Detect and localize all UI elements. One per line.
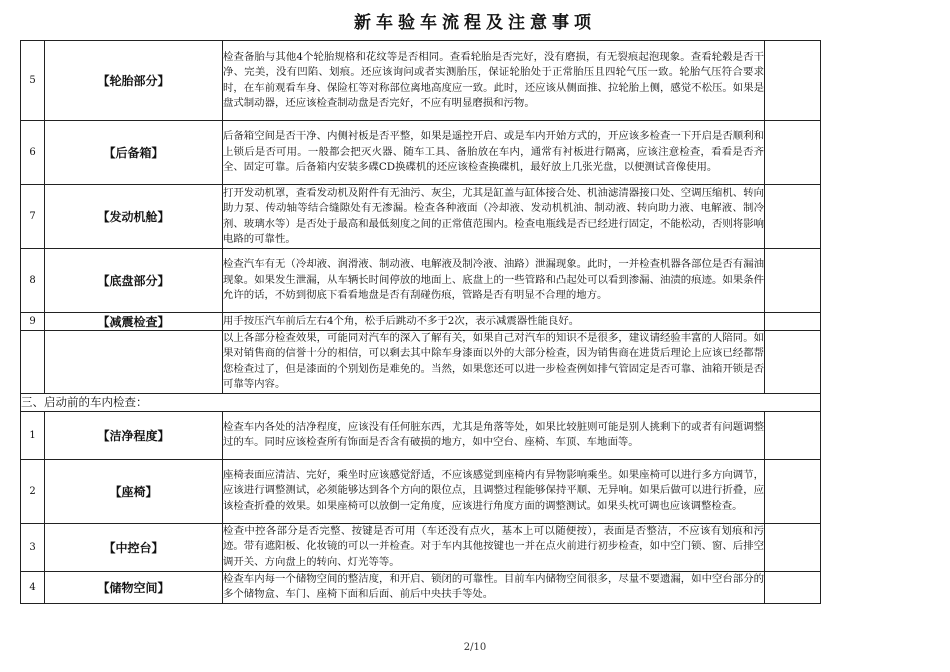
note-row	[21, 331, 821, 394]
table-row	[21, 41, 821, 121]
check-cell[interactable]	[765, 571, 821, 603]
empty-cell	[21, 331, 45, 394]
inspection-table	[20, 40, 821, 604]
item-description: 座椅表面应清洁、完好，乘坐时应该感觉舒适，不应该感觉到座椅内有异物影响乘坐。如果座椅可以进行多方向调节，应该进行调整测试，必须能够达到各个方向的限位点，且调整过程能够保持平顺、无异响。如果后做可以进行折叠，应该检查折叠的效果。如果座椅可以放倒一定角度，应该进行角度方面的调整测试。如果头枕可调也应该调整检查。	[223, 459, 765, 523]
item-name: 【座椅】	[45, 459, 223, 523]
item-description: 检查车内各处的洁净程度，应该没有任何脏东西，尤其是角落等处，如果比较脏则可能是别人挑剩下的或者有问题调整过的车。同时应该检查所有饰面是否含有破损的地方，如中空台、座椅、车顶、车地面等。	[223, 411, 765, 459]
document-title: 新车验车流程及注意事项	[354, 13, 596, 33]
row-number: 7	[21, 185, 45, 249]
table-row	[21, 459, 821, 523]
item-description: 打开发动机罩，查看发动机及附件有无油污、灰尘，尤其是缸盖与缸体接合处、机油滤清器接口处、空调压缩机、转向助力泵、传动轴等结合缝隙处有无渗漏。检查各种液面（冷却液、发动机机油、制动液、转向助力液、电解液、制冷剂、玻璃水等）是否处于最高和最低刻度之间的正常值范围内。检查电瓶线是否已经进行固定，不能松动，否则将影响电路的可靠性。	[223, 185, 765, 249]
item-description: 检查汽车有无（冷却液、润滑液、制动液、电解液及制冷液、油路）泄漏现象。此时，一并检查机器各部位是否有漏油现象。如果发生泄漏，从车辆长时间停放的地面上、底盘上的一些管路和凸起处可以看到渗漏、油渍的痕迹。如果条件允许的话，不妨到彻底下看看地盘是否有刮碰伤痕，管路是否有明显不合理的地方。	[223, 249, 765, 313]
row-number: 2	[21, 459, 45, 523]
section-heading: 三、启动前的车内检查：	[21, 393, 821, 411]
item-name: 【发动机舱】	[45, 185, 223, 249]
item-name: 【减震检查】	[45, 313, 223, 331]
table-row	[21, 313, 821, 331]
table-row	[21, 571, 821, 603]
empty-cell	[45, 331, 223, 394]
page-number: 2/10	[463, 642, 487, 653]
item-name: 【轮胎部分】	[45, 41, 223, 121]
item-description: 后备箱空间是否干净、内侧衬板是否平整，如果是遥控开启、或是车内开始方式的，开应该多检查一下开启是否顺利和上锁后是否可用。一般都会把灭火器、随车工具、备胎放在车内，通常有衬板进行隔离，应该注意检查，看看是否齐全、固定可靠。后备箱内安装多碟CD换碟机的还应该检查换碟机，最好放上几张光盘，以便测试音像使用。	[223, 121, 765, 185]
row-number: 8	[21, 249, 45, 313]
check-cell[interactable]	[765, 459, 821, 523]
table-row	[21, 121, 821, 185]
item-name: 【后备箱】	[45, 121, 223, 185]
row-number: 3	[21, 523, 45, 571]
item-description: 用手按压汽车前后左右4个角，松手后跳动不多于2次，表示减震器性能良好。	[223, 313, 765, 331]
note-text: 以上各部分检查效果，可能同对汽车的深入了解有关，如果自己对汽车的知识不是很多，建议请经验丰富的人陪同。如果对销售商的信誉十分的相信，可以剩去其中除车身漆面以外的大部分检查，因为销售商在进货后理论上应该已经都帮您检查过了，但是漆面的个别划伤是难免的。当然，如果您还可以进一步检查例如排气管固定是否可靠、油箱开锁是否可靠等内容。	[223, 331, 765, 394]
section-row	[21, 393, 821, 411]
item-name: 【中控台】	[45, 523, 223, 571]
item-name: 【储物空间】	[45, 571, 223, 603]
check-cell[interactable]	[765, 41, 821, 121]
table-row	[21, 249, 821, 313]
row-number: 5	[21, 41, 45, 121]
row-number: 1	[21, 411, 45, 459]
item-description: 检查备胎与其他4个轮胎规格和花纹等是否相同。查看轮胎是否完好，没有磨损，有无裂痕起泡现象。查看轮毂是否干净、完美，没有凹陷、划痕。还应该询问或者实测胎压，保证轮胎处于正常胎压且四轮气压一致。轮胎气压符合要求时，在车前观看车身、保险杠等对称部位离地高度应一致。此时，还应该从侧面推、拉轮胎上侧，感觉不松压。如果是盘式制动器，还应该检查制动盘是否完好，不应有明显磨损和污物。	[223, 41, 765, 121]
table-row	[21, 523, 821, 571]
check-cell[interactable]	[765, 331, 821, 394]
row-number: 6	[21, 121, 45, 185]
check-cell[interactable]	[765, 411, 821, 459]
item-name: 【洁净程度】	[45, 411, 223, 459]
table-row	[21, 185, 821, 249]
check-cell[interactable]	[765, 121, 821, 185]
row-number: 9	[21, 313, 45, 331]
check-cell[interactable]	[765, 185, 821, 249]
item-description: 检查中控各部分是否完整、按键是否可用（车还没有点火，基本上可以随便按），表面是否整洁，不应该有划痕和污迹。带有遮阳板、化妆镜的可以一并检查。对于车内其他按键也一并在点火前进行初步检查，如中空门锁、窗、后排空调开关、方向盘上的转向、灯光等等。	[223, 523, 765, 571]
check-cell[interactable]	[765, 523, 821, 571]
table-row	[21, 411, 821, 459]
row-number: 4	[21, 571, 45, 603]
item-name: 【底盘部分】	[45, 249, 223, 313]
check-cell[interactable]	[765, 313, 821, 331]
item-description: 检查车内每一个储物空间的整洁度，和开启、锁闭的可靠性。目前车内储物空间很多，尽量不要遗漏，如中空台部分的多个储物盒、车门、座椅下面和后面、前后中央扶手等处。	[223, 571, 765, 603]
check-cell[interactable]	[765, 249, 821, 313]
